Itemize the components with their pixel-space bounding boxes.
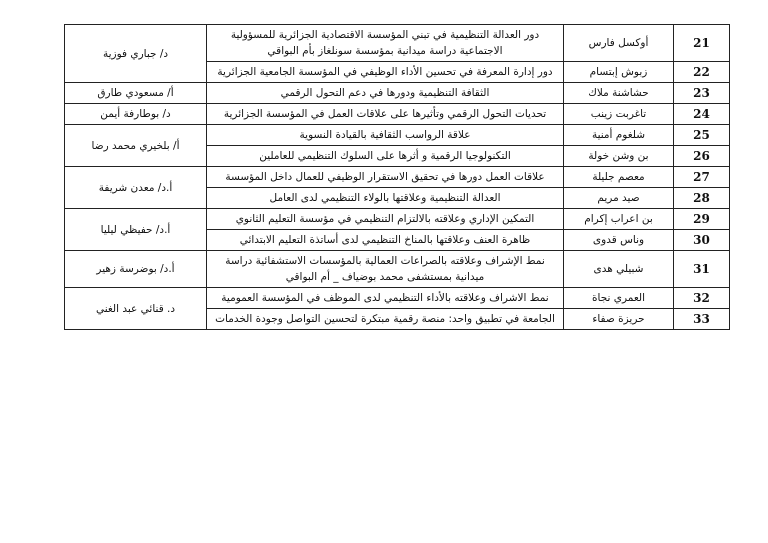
- row-number: 32: [693, 291, 710, 305]
- row-number: 23: [693, 86, 710, 100]
- table-row: [207, 61, 729, 82]
- thesis-title: العدالة التنظيمية وعلاقتها بالولاء التنظيمي لدى العامل: [207, 188, 564, 208]
- student-name: بن اعراب إكرام: [564, 209, 674, 229]
- student-name: زبوش إبتسام: [564, 62, 674, 82]
- thesis-title: نمط الإشراف وعلاقته بالصراعات العمالية بالمؤسسات الاستشفائية دراسة ميدانية بمستشفى محمد بوضياف _ أم البواقي: [207, 251, 564, 287]
- student-name: العمري نجاة: [564, 288, 674, 308]
- table-row: [207, 145, 729, 166]
- student-name: أوكسل فارس: [564, 25, 674, 61]
- row-number: 31: [693, 262, 710, 276]
- row-number: 33: [693, 312, 710, 326]
- table-row: [207, 308, 729, 329]
- table-row: [207, 25, 729, 61]
- thesis-title: التكنولوجيا الرقمية و أثرها على السلوك التنظيمي للعاملين: [207, 146, 564, 166]
- student-name: شلغوم أمنية: [564, 125, 674, 145]
- row-number: 28: [693, 191, 710, 205]
- thesis-title: نمط الاشراف وعلاقته بالأداء التنظيمي لدى الموظف في المؤسسة العمومية: [207, 288, 564, 308]
- supervision-table: [64, 24, 730, 330]
- thesis-title: تحديات التحول الرقمي وتأثيرها على علاقات العمل في المؤسسة الجزائرية: [207, 104, 564, 124]
- student-name: حريزة صفاء: [564, 309, 674, 329]
- supervisor-name: أ.د/ معدن شريفة: [65, 167, 207, 208]
- thesis-title: الثقافة التنظيمية ودورها في دعم التحول الرقمي: [207, 83, 564, 103]
- supervisor-name: أ.د/ بوضرسة زهير: [65, 251, 207, 287]
- student-name: صيد مريم: [564, 188, 674, 208]
- student-name: حشاشنة ملاك: [564, 83, 674, 103]
- row-number: 25: [693, 128, 710, 142]
- thesis-title: ظاهرة العنف وعلاقتها بالمناخ التنظيمي لدى أساتذة التعليم الابتدائي: [207, 230, 564, 250]
- table-row: [207, 229, 729, 250]
- thesis-title: التمكين الإداري وعلاقته بالالتزام التنظيمي في مؤسسة التعليم الثانوي: [207, 209, 564, 229]
- student-name: بن وشن خولة: [564, 146, 674, 166]
- supervisor-group: [65, 208, 729, 250]
- supervisor-group: [65, 124, 729, 166]
- table-row: [207, 167, 729, 187]
- supervisor-name: د/ جباري فوزية: [65, 25, 207, 82]
- student-name: شبيلي هدى: [564, 251, 674, 287]
- row-number: 29: [693, 212, 710, 226]
- thesis-title: دور العدالة التنظيمية في تبني المؤسسة الاقتصادية الجزائرية للمسؤولية الاجتماعية دراسة ميدانية بمؤسسة سونلغاز بأم البواقي: [207, 25, 564, 61]
- supervisor-group: [65, 166, 729, 208]
- supervisor-group: [65, 25, 729, 82]
- table-row: [207, 251, 729, 287]
- student-name: معصم جليلة: [564, 167, 674, 187]
- supervisor-name: أ/ بلخيري محمد رضا: [65, 125, 207, 166]
- thesis-title: دور إدارة المعرفة في تحسين الأداء الوظيفي في المؤسسة الجامعية الجزائرية: [207, 62, 564, 82]
- row-number: 27: [693, 170, 710, 184]
- supervisor-group: [65, 287, 729, 329]
- supervisor-group: [65, 82, 729, 103]
- supervisor-name: أ.د/ حفيظي ليليا: [65, 209, 207, 250]
- row-number: 22: [693, 65, 710, 79]
- row-number: 24: [693, 107, 710, 121]
- row-number: 30: [693, 233, 710, 247]
- table-row: [207, 83, 729, 103]
- table-row: [207, 187, 729, 208]
- student-name: وناس قدوى: [564, 230, 674, 250]
- table-row: [207, 288, 729, 308]
- thesis-title: علاقات العمل دورها في تحقيق الاستقرار الوظيفي للعمال داخل المؤسسة: [207, 167, 564, 187]
- student-name: تاغربت زينب: [564, 104, 674, 124]
- supervisor-group: [65, 250, 729, 287]
- row-number: 21: [693, 36, 710, 50]
- table-row: [207, 209, 729, 229]
- supervisor-name: د/ بوطارفة أيمن: [65, 104, 207, 124]
- thesis-title: علاقة الرواسب الثقافية بالقيادة النسوية: [207, 125, 564, 145]
- row-number: 26: [693, 149, 710, 163]
- supervisor-name: د. قنائي عبد الغني: [65, 288, 207, 329]
- table-row: [207, 125, 729, 145]
- thesis-title: الجامعة في تطبيق واحد: منصة رقمية مبتكرة لتحسين التواصل وجودة الخدمات: [207, 309, 564, 329]
- supervisor-name: أ/ مسعودي طارق: [65, 83, 207, 103]
- table-row: [207, 104, 729, 124]
- supervisor-group: [65, 103, 729, 124]
